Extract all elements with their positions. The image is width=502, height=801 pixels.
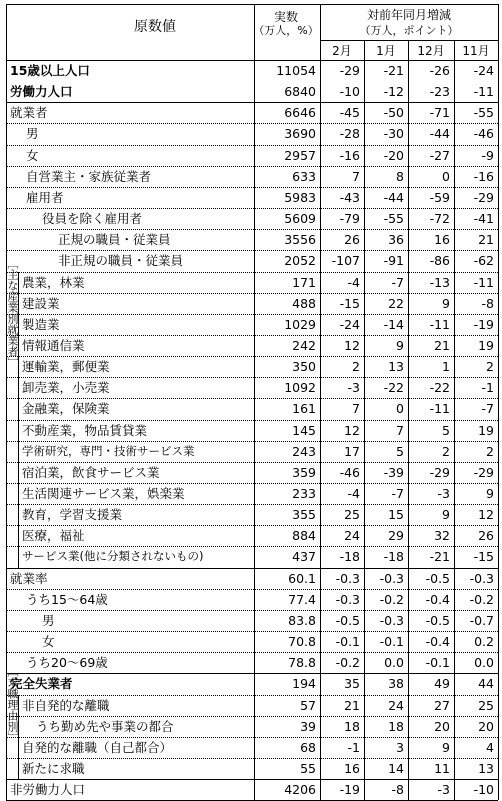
cell-change: -15: [339, 295, 360, 311]
grid-line: [6, 652, 498, 653]
grid-line: [320, 40, 498, 41]
cell-change: 49: [434, 676, 450, 692]
table-row: [6, 589, 498, 610]
cell-change: -13: [429, 274, 450, 290]
cell-change: 9: [486, 486, 494, 501]
cell-actual: 1092: [284, 380, 316, 396]
grid-line: [6, 610, 498, 611]
grid-line: [6, 420, 498, 421]
cell-actual: 488: [292, 295, 316, 311]
cell-change: 9: [442, 295, 450, 311]
cell-change: -11: [429, 316, 450, 332]
cell-change: -8: [391, 782, 404, 798]
cell-change: -50: [383, 105, 404, 121]
cell-change: 19: [478, 337, 494, 353]
cell-change: -29: [473, 464, 494, 480]
cell-change: -79: [339, 211, 360, 227]
table-row: [6, 60, 498, 81]
cell-change: -29: [339, 63, 360, 78]
row-label: 自発的な離職（自己都合）: [22, 739, 173, 755]
table-row: [6, 779, 498, 800]
cell-change: 16: [344, 760, 360, 776]
table-row: [6, 462, 498, 483]
header-change-line2: （万人，ポイント）: [359, 24, 459, 37]
row-label: 男: [42, 612, 55, 628]
cell-change: -27: [429, 147, 450, 163]
cell-change: 11: [434, 760, 450, 776]
cell-change: -0.7: [469, 612, 494, 628]
row-label: 生活関連サービス業，娯楽業: [22, 486, 185, 501]
cell-actual: 243: [292, 443, 316, 459]
cell-change: -71: [429, 105, 450, 121]
grid-line: [6, 673, 498, 674]
grid-line: [6, 250, 498, 251]
row-label: 金融業，保険業: [22, 401, 110, 417]
table-row: [6, 546, 498, 567]
cell-change: 35: [344, 676, 360, 692]
row-label: 農業，林業: [22, 274, 85, 290]
grid-line: [6, 356, 498, 357]
cell-change: -0.3: [335, 591, 360, 607]
cell-change: 12: [478, 507, 494, 523]
cell-change: 24: [344, 528, 360, 544]
row-label: うち勤め先や事業の都合: [36, 718, 174, 734]
cell-change: -1: [347, 739, 360, 755]
grid-line: [6, 377, 498, 378]
cell-change: 12: [344, 422, 360, 438]
row-label: 女: [42, 634, 55, 650]
cell-change: -24: [339, 316, 360, 332]
cell-change: -0.1: [425, 655, 450, 671]
table-row: [6, 208, 498, 229]
cell-change: -12: [383, 84, 404, 100]
table-row: [6, 166, 498, 187]
grid-line: [6, 525, 498, 526]
cell-actual: 350: [292, 359, 316, 375]
cell-actual: 6646: [284, 105, 316, 121]
cell-change: -30: [383, 126, 404, 142]
cell-actual: 242: [292, 337, 316, 353]
cell-change: 1: [442, 359, 450, 375]
cell-change: 12: [344, 337, 360, 353]
cell-change: -72: [429, 211, 450, 227]
row-label: 男: [26, 126, 39, 142]
cell-change: 16: [434, 232, 450, 248]
cell-change: -3: [347, 380, 360, 396]
cell-change: 7: [352, 168, 360, 184]
cell-change: 0.0: [384, 655, 404, 671]
cell-change: 20: [478, 718, 494, 734]
table-row: [6, 441, 498, 462]
row-label: 運輸業，郵便業: [22, 359, 110, 375]
cell-change: 2: [442, 443, 450, 459]
cell-change: 26: [344, 232, 360, 248]
grid-line: [6, 166, 498, 167]
cell-actual: 194: [292, 676, 316, 692]
cell-change: -22: [383, 380, 404, 396]
cell-change: 13: [388, 359, 404, 375]
cell-change: 9: [442, 507, 450, 523]
table-row: [6, 610, 498, 631]
cell-change: -10: [473, 782, 494, 798]
cell-change: 27: [434, 697, 450, 713]
cell-change: 5: [442, 422, 450, 438]
cell-change: 2: [352, 359, 360, 375]
grid-line: [6, 568, 498, 569]
cell-change: 17: [344, 443, 360, 459]
cell-change: -3: [437, 486, 450, 501]
cell-change: -41: [473, 211, 494, 227]
table-row: [6, 293, 498, 314]
table-row: [6, 695, 498, 716]
row-label: サービス業(他に分類されないもの): [22, 549, 204, 564]
table-row: [6, 737, 498, 758]
cell-change: 2: [486, 443, 494, 459]
cell-actual: 633: [292, 168, 316, 184]
cell-change: -0.5: [335, 612, 360, 628]
cell-change: -43: [339, 189, 360, 205]
cell-change: 0.2: [474, 634, 494, 650]
cell-change: 15: [388, 507, 404, 523]
cell-change: -19: [339, 782, 360, 798]
cell-change: -20: [383, 147, 404, 163]
grid-line: [6, 398, 498, 399]
cell-change: -55: [473, 105, 494, 121]
row-label: 非自発的な離職: [22, 697, 110, 713]
table-row: [6, 272, 498, 293]
row-label: 非正規の職員・従業員: [58, 253, 184, 269]
header-actual-line1: 実数: [273, 10, 298, 24]
grid-line: [6, 779, 498, 780]
cell-change: -91: [383, 253, 404, 269]
cell-change: -0.2: [379, 591, 404, 607]
cell-change: 5: [396, 443, 404, 459]
cell-change: 14: [388, 760, 404, 776]
grid-line: [6, 4, 498, 5]
cell-change: -8: [481, 295, 494, 311]
row-label: 正規の職員・従業員: [58, 232, 171, 248]
cell-change: -0.3: [469, 570, 494, 586]
cell-change: -0.4: [425, 591, 450, 607]
row-label: 労働力人口: [10, 84, 73, 100]
table-row: [6, 229, 498, 250]
cell-change: -107: [331, 253, 360, 269]
table-row: [6, 398, 498, 419]
cell-actual: 60.1: [288, 570, 316, 586]
row-label: 建設業: [22, 295, 60, 311]
cell-actual: 3556: [284, 232, 316, 248]
cell-change: 21: [434, 337, 450, 353]
table-row: [6, 483, 498, 504]
cell-change: -0.3: [335, 570, 360, 586]
cell-change: -26: [429, 63, 450, 78]
cell-change: -9: [481, 147, 494, 163]
cell-change: -23: [429, 84, 450, 100]
grid-line: [6, 187, 498, 188]
cell-change: -0.5: [425, 570, 450, 586]
cell-change: -10: [339, 84, 360, 100]
cell-actual: 78.8: [288, 655, 316, 671]
cell-change: -18: [383, 549, 404, 565]
cell-change: -11: [473, 84, 494, 100]
cell-actual: 233: [292, 486, 316, 501]
header-month-jan: 1月: [376, 44, 396, 58]
cell-actual: 145: [292, 422, 316, 438]
cell-change: -29: [429, 464, 450, 480]
cell-change: -4: [347, 486, 360, 501]
grid-line: [18, 695, 19, 780]
cell-change: 21: [478, 232, 494, 248]
cell-actual: 55: [300, 760, 316, 776]
table-row: [6, 420, 498, 441]
table-row: [6, 102, 498, 123]
cell-actual: 437: [292, 549, 316, 565]
table-row: [6, 250, 498, 271]
grid-line: [6, 229, 498, 230]
table-row: [6, 187, 498, 208]
table-row: [6, 145, 498, 166]
cell-change: -0.2: [335, 655, 360, 671]
cell-change: 13: [478, 760, 494, 776]
cell-actual: 6840: [284, 84, 316, 100]
cell-change: -16: [339, 147, 360, 163]
cell-change: -28: [339, 126, 360, 142]
grid-line: [6, 335, 498, 336]
row-label: 完全失業者: [10, 676, 73, 692]
cell-change: -21: [383, 63, 404, 78]
cell-change: 32: [434, 528, 450, 544]
header-change-line1: 対前年同月増減: [366, 8, 451, 22]
cell-change: 18: [344, 718, 360, 734]
cell-change: -7: [391, 274, 404, 290]
cell-change: -59: [429, 189, 450, 205]
grid-line: [6, 208, 498, 209]
header-actual-line2: （万人，%）: [253, 24, 319, 37]
cell-change: -86: [429, 253, 450, 269]
row-label: 教育，学習支援業: [22, 507, 123, 523]
cell-change: -22: [429, 380, 450, 396]
cell-change: 0.0: [474, 655, 494, 671]
grid-line: [498, 4, 499, 800]
cell-change: -4: [347, 274, 360, 290]
row-label: 役員を除く雇用者: [42, 211, 143, 227]
cell-change: -18: [339, 549, 360, 565]
cell-change: -19: [473, 316, 494, 332]
cell-change: 2: [486, 359, 494, 375]
table-row: [6, 377, 498, 398]
cell-change: -39: [383, 464, 404, 480]
cell-actual: 161: [292, 401, 316, 417]
cell-actual: 359: [292, 464, 316, 480]
cell-change: 21: [344, 697, 360, 713]
cell-change: 9: [396, 337, 404, 353]
cell-change: -46: [339, 464, 360, 480]
row-label: 製造業: [22, 316, 60, 332]
grid-line: [6, 293, 498, 294]
cell-change: -44: [429, 126, 450, 142]
cell-actual: 2052: [284, 253, 316, 269]
grid-line: [6, 483, 498, 484]
table-row: [6, 81, 498, 102]
cell-change: -46: [473, 126, 494, 142]
row-label: 就業率: [10, 570, 48, 586]
cell-change: 29: [388, 528, 404, 544]
cell-actual: 884: [292, 528, 316, 544]
grid-line: [6, 314, 498, 315]
cell-change: 25: [478, 697, 494, 713]
cell-change: -21: [429, 549, 450, 565]
cell-change: -24: [473, 63, 494, 78]
header-month-dec: 12月: [417, 44, 445, 58]
cell-change: -29: [473, 189, 494, 205]
table-row: [6, 123, 498, 144]
cell-actual: 4206: [284, 782, 316, 798]
cell-change: -0.1: [379, 634, 404, 650]
cell-actual: 3690: [284, 126, 316, 142]
grid-line: [6, 758, 498, 759]
cell-actual: 2957: [284, 147, 316, 163]
row-label: 自営業主・家族従業者: [26, 168, 152, 184]
row-label: うち20～69歳: [26, 655, 108, 671]
cell-change: -16: [473, 168, 494, 184]
grid-line: [6, 441, 498, 442]
grid-line: [6, 631, 498, 632]
cell-change: -7: [391, 486, 404, 501]
grid-line: [6, 102, 498, 103]
grid-line: [6, 123, 498, 124]
row-label: 宿泊業，飲食サービス業: [22, 464, 160, 480]
cell-actual: 70.8: [288, 634, 316, 650]
grid-line: [6, 60, 498, 61]
row-label: 女: [26, 147, 39, 163]
grid-line: [6, 737, 498, 738]
row-label: 就業者: [10, 105, 48, 121]
cell-change: 36: [388, 232, 404, 248]
cell-change: -3: [437, 782, 450, 798]
cell-change: 44: [478, 676, 494, 692]
table-row: [6, 652, 498, 673]
grid-line: [6, 716, 498, 717]
cell-change: 18: [388, 718, 404, 734]
cell-change: 3: [396, 739, 404, 755]
side-label-industry: ［主な産業別就業者］: [6, 258, 19, 368]
grid-line: [6, 145, 498, 146]
cell-actual: 57: [300, 697, 316, 713]
cell-actual: 11054: [276, 63, 316, 78]
cell-change: -0.3: [379, 612, 404, 628]
cell-change: -0.1: [335, 634, 360, 650]
header-month-nov: 11月: [462, 44, 490, 58]
row-label: 学術研究，専門・技術サービス業: [22, 443, 195, 458]
cell-change: -44: [383, 189, 404, 205]
cell-change: -0.2: [469, 591, 494, 607]
table-row: [6, 673, 498, 694]
cell-actual: 77.4: [288, 591, 316, 607]
cell-actual: 171: [292, 274, 316, 290]
header-month-feb: 2月: [332, 44, 352, 58]
cell-change: 9: [442, 739, 450, 755]
table-row: [6, 356, 498, 377]
cell-change: -62: [473, 253, 494, 269]
grid-line: [6, 462, 498, 463]
table-row: [6, 525, 498, 546]
cell-actual: 5983: [284, 189, 316, 205]
cell-change: -14: [383, 316, 404, 332]
cell-change: 25: [344, 507, 360, 523]
cell-change: -1: [481, 380, 494, 396]
table-row: [6, 758, 498, 779]
cell-actual: 1029: [284, 316, 316, 332]
cell-change: 0: [442, 168, 450, 184]
cell-actual: 68: [300, 739, 316, 755]
cell-change: 8: [396, 168, 404, 184]
cell-change: 24: [388, 697, 404, 713]
table-row: [6, 716, 498, 737]
cell-change: 26: [478, 528, 494, 544]
cell-change: -55: [383, 211, 404, 227]
cell-change: 7: [352, 401, 360, 417]
cell-change: -0.5: [425, 612, 450, 628]
cell-change: -11: [473, 274, 494, 290]
table-row: [6, 335, 498, 356]
row-label: 不動産業，物品賃貸業: [22, 422, 148, 438]
cell-change: -45: [339, 105, 360, 121]
grid-line: [18, 272, 19, 568]
cell-actual: 5609: [284, 211, 316, 227]
side-label-reason: ［求職理由別］: [6, 666, 19, 743]
table-row: [6, 314, 498, 335]
grid-line: [6, 504, 498, 505]
grid-line: [6, 589, 498, 590]
row-label: 15歳以上人口: [10, 63, 90, 78]
grid-line: [6, 695, 498, 696]
cell-change: -0.4: [425, 634, 450, 650]
grid-line: [6, 272, 498, 273]
row-label: うち15～64歳: [26, 591, 108, 607]
row-label: 新たに求職: [22, 760, 85, 776]
row-label: 情報通信業: [22, 337, 85, 353]
cell-change: 19: [478, 422, 494, 438]
grid-line: [6, 546, 498, 547]
row-label: 非労働力人口: [10, 782, 86, 798]
cell-change: 7: [396, 422, 404, 438]
table-row: [6, 631, 498, 652]
cell-change: -11: [429, 401, 450, 417]
cell-change: -7: [481, 401, 494, 417]
cell-change: 0: [396, 401, 404, 417]
row-label: 雇用者: [26, 189, 64, 205]
cell-change: 20: [434, 718, 450, 734]
header-original-values: 原数値: [134, 19, 176, 35]
row-label: 医療，福祉: [22, 528, 85, 544]
cell-change: 38: [388, 676, 404, 692]
cell-change: -0.3: [379, 570, 404, 586]
cell-actual: 355: [292, 507, 316, 523]
cell-change: -15: [473, 549, 494, 565]
cell-change: 22: [388, 295, 404, 311]
table-row: [6, 568, 498, 589]
cell-actual: 83.8: [288, 612, 316, 628]
row-label: 卸売業，小売業: [22, 380, 110, 396]
cell-change: 4: [486, 739, 494, 755]
table-row: [6, 504, 498, 525]
cell-actual: 39: [300, 718, 316, 734]
